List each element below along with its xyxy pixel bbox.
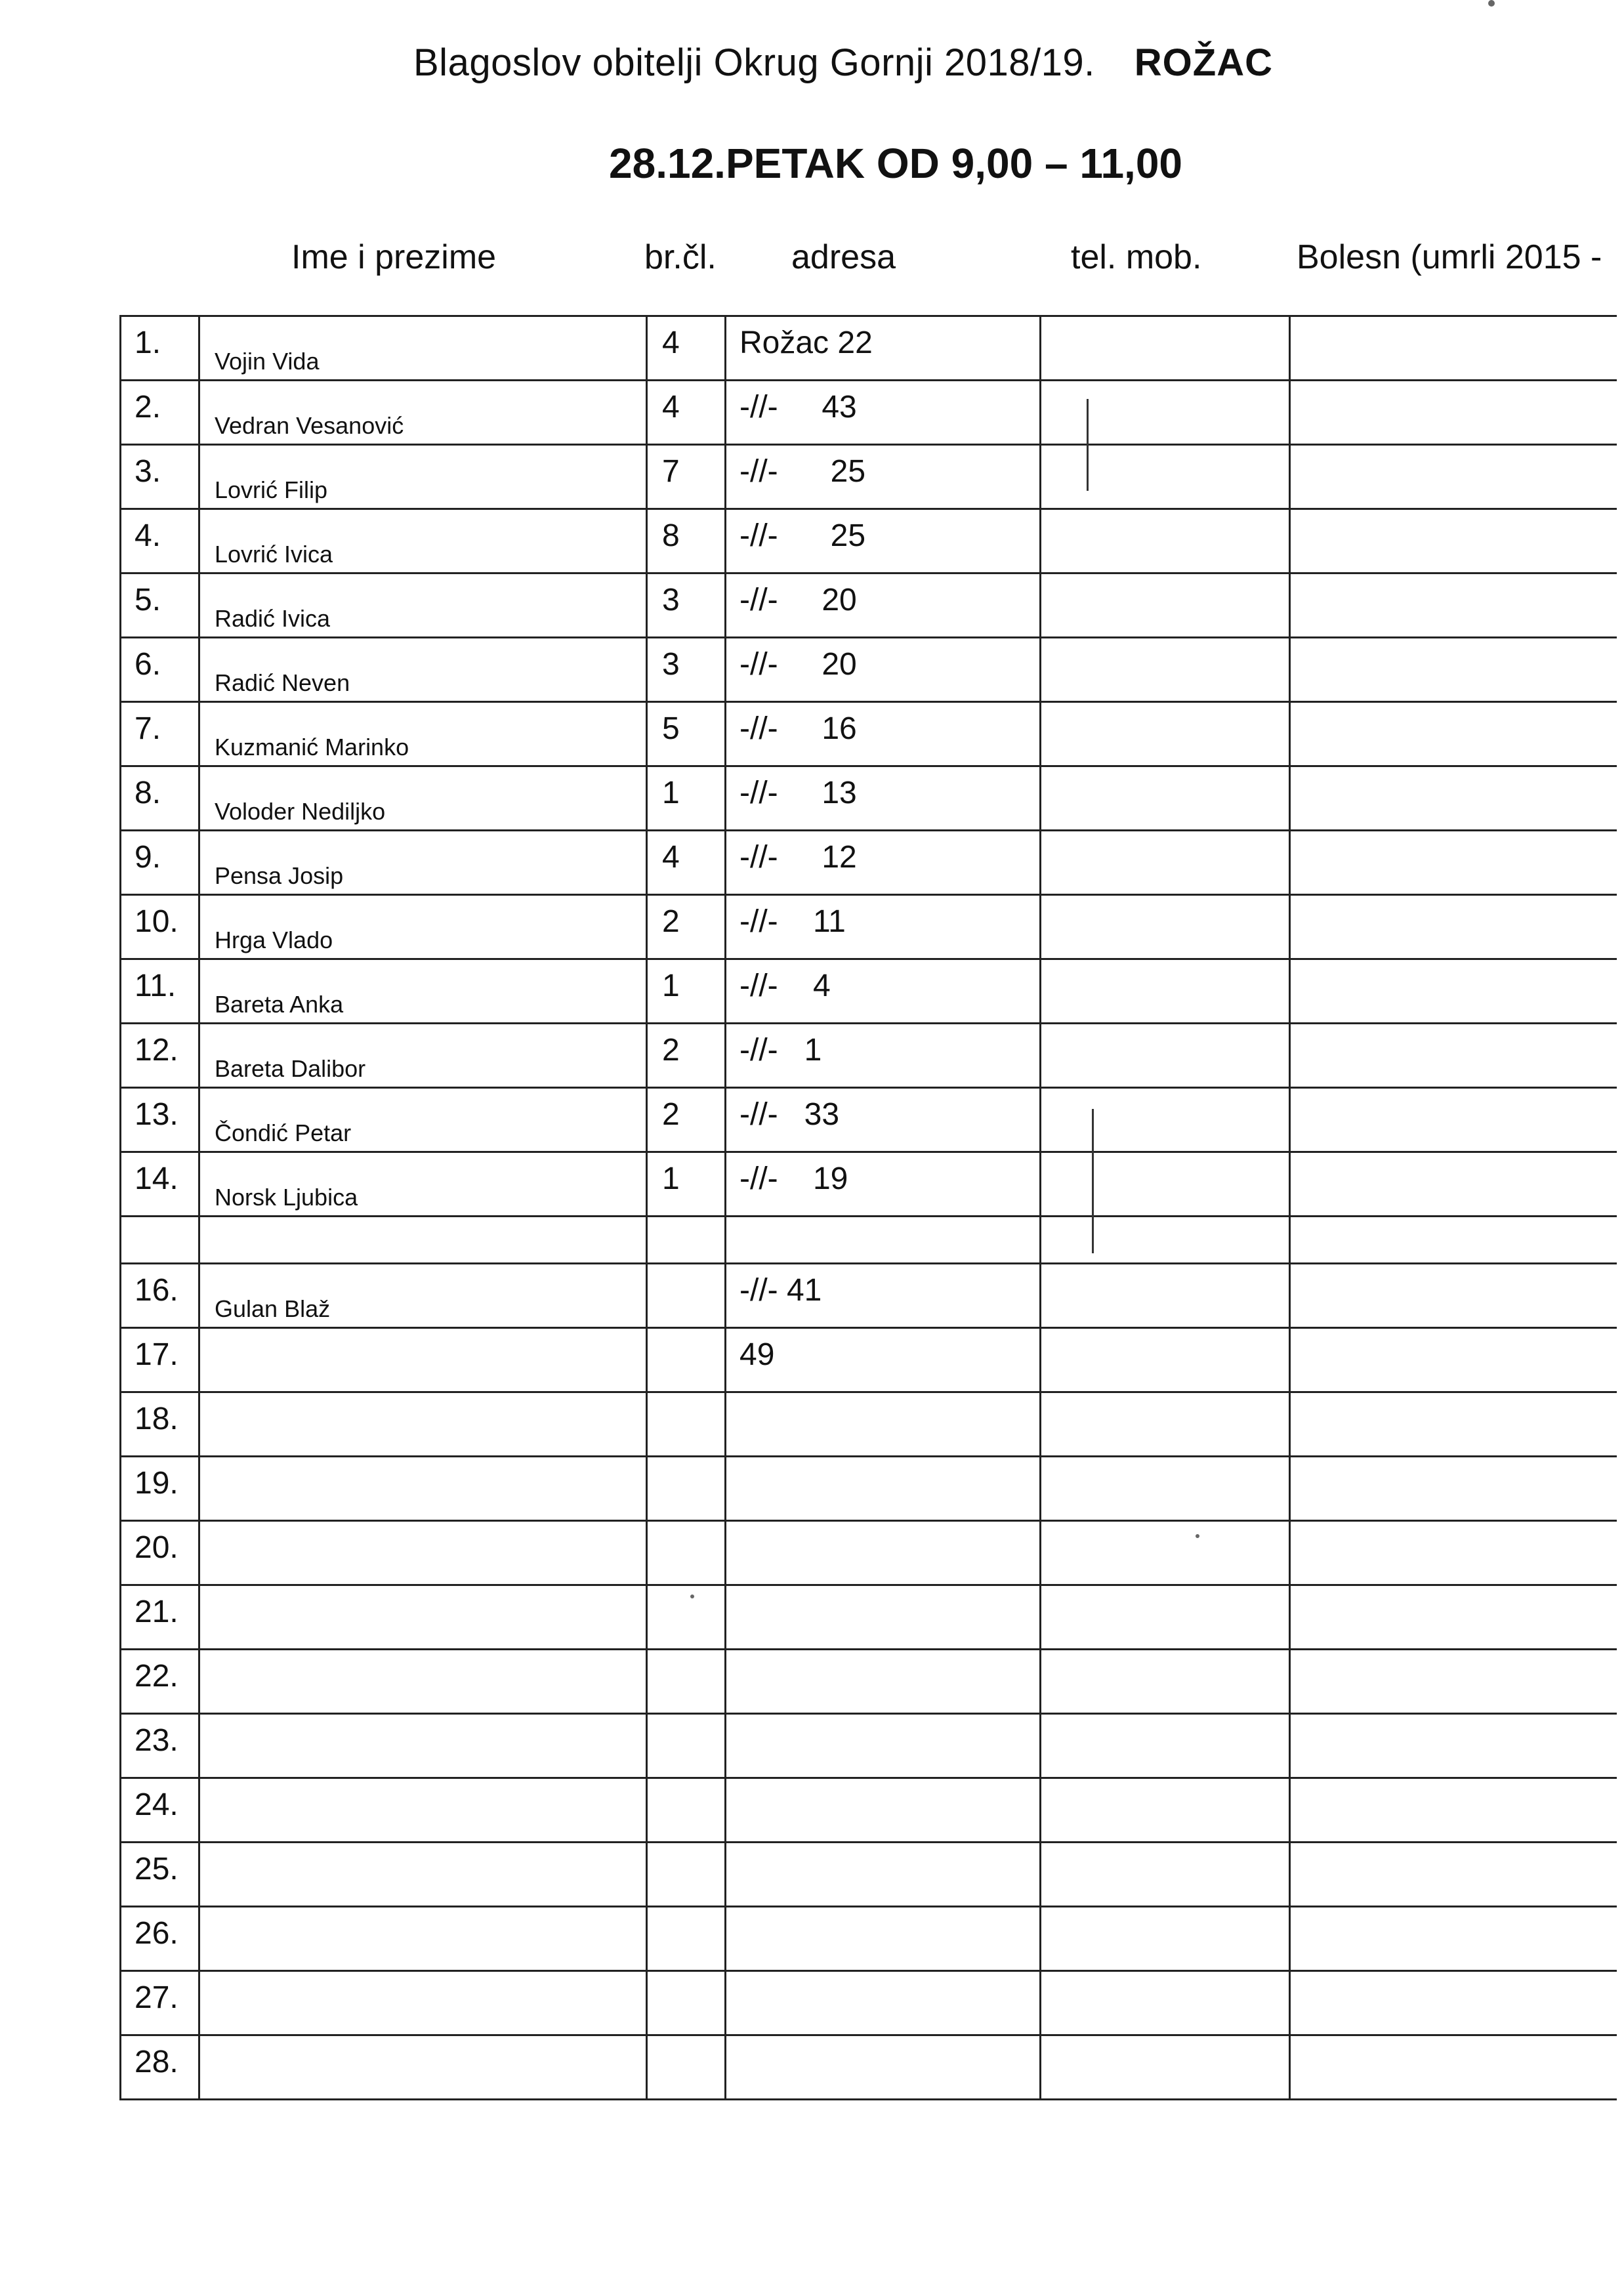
cell-address: [726, 1152, 1041, 1217]
cell-name: [199, 381, 647, 445]
table-row: [121, 959, 1617, 1024]
column-header-name: Ime i prezime: [291, 238, 497, 276]
table-row: [121, 1088, 1617, 1152]
address-text: Rožac 22: [739, 325, 873, 360]
address-text: -//- 41: [739, 1273, 822, 1308]
table-row: [121, 1843, 1617, 1907]
cell-sick: [1290, 1088, 1617, 1152]
location-title: ROŽAC: [1134, 41, 1273, 84]
table-row: [121, 1024, 1617, 1088]
cell-address: [726, 381, 1041, 445]
cell-phone: [1041, 1714, 1290, 1778]
row-number: 27.: [135, 1980, 178, 2015]
row-number: 17.: [135, 1337, 178, 1372]
column-header-phone: tel. mob.: [1071, 238, 1202, 276]
cell-sick: [1290, 1585, 1617, 1650]
address-text: -//- 11: [739, 904, 846, 939]
cell-phone: [1041, 1971, 1290, 2035]
cell-address: [726, 573, 1041, 638]
cell-members: [647, 1088, 726, 1152]
row-number: 16.: [135, 1273, 178, 1308]
cell-address: [726, 2035, 1041, 2100]
cell-phone: [1041, 1907, 1290, 1971]
cell-phone: [1041, 1088, 1290, 1152]
cell-sick: [1290, 1217, 1617, 1264]
member-count: 4: [662, 390, 680, 425]
address-text: -//- 20: [739, 583, 857, 617]
member-count: 5: [662, 711, 680, 746]
row-number: 12.: [135, 1033, 178, 1068]
cell-phone: [1041, 445, 1290, 509]
cell-members: [647, 316, 726, 381]
cell-members: [647, 1907, 726, 1971]
cell-phone: [1041, 2035, 1290, 2100]
row-number: 20.: [135, 1530, 178, 1565]
address-text: -//- 20: [739, 647, 857, 682]
cell-number: [121, 1714, 199, 1778]
table-row: [121, 1217, 1617, 1264]
cell-address: [726, 1714, 1041, 1778]
household-name: Hrga Vlado: [215, 927, 333, 953]
cell-name: [199, 1457, 647, 1521]
cell-number: [121, 1521, 199, 1585]
member-count: 1: [662, 1161, 680, 1196]
member-count: 2: [662, 1033, 680, 1068]
cell-phone: [1041, 573, 1290, 638]
cell-members: [647, 1217, 726, 1264]
address-text: -//- 33: [739, 1097, 840, 1132]
cell-members: [647, 702, 726, 766]
cell-phone: [1041, 1264, 1290, 1328]
cell-sick: [1290, 702, 1617, 766]
cell-address: [726, 1843, 1041, 1907]
table-row: [121, 895, 1617, 959]
table-row: [121, 573, 1617, 638]
cell-name: [199, 2035, 647, 2100]
cell-name: [199, 895, 647, 959]
cell-name: [199, 1971, 647, 2035]
table-row: [121, 316, 1617, 381]
table-row: [121, 1152, 1617, 1217]
cell-sick: [1290, 1024, 1617, 1088]
cell-address: [726, 1778, 1041, 1843]
cell-number: [121, 702, 199, 766]
cell-phone: [1041, 959, 1290, 1024]
cell-address: [726, 1392, 1041, 1457]
row-number: 26.: [135, 1916, 178, 1951]
cell-sick: [1290, 1392, 1617, 1457]
table-row: [121, 766, 1617, 831]
cell-address: [726, 831, 1041, 895]
cell-name: [199, 573, 647, 638]
cell-number: [121, 445, 199, 509]
cell-address: [726, 1457, 1041, 1521]
cell-members: [647, 1264, 726, 1328]
pen-mark: [1087, 399, 1089, 491]
scan-speck: [1196, 1534, 1199, 1538]
cell-address: [726, 316, 1041, 381]
cell-phone: [1041, 1217, 1290, 1264]
cell-name: [199, 1778, 647, 1843]
cell-members: [647, 1650, 726, 1714]
cell-sick: [1290, 1521, 1617, 1585]
pen-mark: [1092, 1109, 1094, 1253]
cell-name: [199, 1521, 647, 1585]
row-number: 10.: [135, 904, 178, 939]
household-table: [119, 315, 1617, 2100]
member-count: 3: [662, 647, 680, 682]
cell-name: [199, 445, 647, 509]
address-text: -//- 25: [739, 518, 866, 553]
cell-phone: [1041, 1457, 1290, 1521]
table-row: [121, 1585, 1617, 1650]
cell-number: [121, 1778, 199, 1843]
cell-name: [199, 702, 647, 766]
cell-phone: [1041, 766, 1290, 831]
cell-address: [726, 895, 1041, 959]
cell-number: [121, 316, 199, 381]
table-row: [121, 1778, 1617, 1843]
cell-phone: [1041, 638, 1290, 702]
member-count: 4: [662, 325, 680, 360]
cell-sick: [1290, 959, 1617, 1024]
cell-sick: [1290, 509, 1617, 573]
cell-number: [121, 1907, 199, 1971]
cell-members: [647, 1971, 726, 2035]
column-header-members: br.čl.: [644, 238, 717, 276]
table-row: [121, 1328, 1617, 1392]
cell-address: [726, 766, 1041, 831]
member-count: 1: [662, 969, 680, 1003]
cell-members: [647, 1585, 726, 1650]
scan-speck: [1488, 0, 1495, 7]
cell-phone: [1041, 509, 1290, 573]
cell-name: [199, 1328, 647, 1392]
cell-number: [121, 1152, 199, 1217]
member-count: 2: [662, 904, 680, 939]
household-name: Lovrić Ivica: [215, 541, 333, 568]
cell-members: [647, 381, 726, 445]
cell-name: [199, 1907, 647, 1971]
cell-name: [199, 638, 647, 702]
address-text: -//- 4: [739, 969, 831, 1003]
cell-members: [647, 638, 726, 702]
cell-sick: [1290, 1843, 1617, 1907]
cell-phone: [1041, 1585, 1290, 1650]
table-row: [121, 381, 1617, 445]
cell-members: [647, 766, 726, 831]
cell-number: [121, 2035, 199, 2100]
row-number: 3.: [135, 454, 161, 489]
household-name: Bareta Dalibor: [215, 1055, 366, 1082]
cell-phone: [1041, 895, 1290, 959]
cell-members: [647, 1714, 726, 1778]
row-number: 5.: [135, 583, 161, 617]
cell-address: [726, 1907, 1041, 1971]
scan-speck: [690, 1594, 694, 1598]
household-name: Voloder Nediljko: [215, 798, 386, 825]
row-number: 8.: [135, 776, 161, 810]
household-name: Kuzmanić Marinko: [215, 734, 409, 761]
cell-sick: [1290, 1907, 1617, 1971]
cell-address: [726, 509, 1041, 573]
member-count: 3: [662, 583, 680, 617]
cell-name: [199, 1024, 647, 1088]
cell-number: [121, 1024, 199, 1088]
cell-address: [726, 1217, 1041, 1264]
cell-members: [647, 1778, 726, 1843]
household-name: Radić Neven: [215, 669, 350, 696]
cell-address: [726, 1650, 1041, 1714]
cell-number: [121, 509, 199, 573]
cell-number: [121, 1650, 199, 1714]
table-row: [121, 638, 1617, 702]
row-number: 13.: [135, 1097, 178, 1132]
cell-address: [726, 1328, 1041, 1392]
row-number: 7.: [135, 711, 161, 746]
cell-name: [199, 1650, 647, 1714]
cell-sick: [1290, 573, 1617, 638]
cell-number: [121, 1585, 199, 1650]
table-row: [121, 1457, 1617, 1521]
cell-name: [199, 1392, 647, 1457]
row-number: 4.: [135, 518, 161, 553]
cell-phone: [1041, 1392, 1290, 1457]
member-count: 2: [662, 1097, 680, 1132]
address-text: -//- 19: [739, 1161, 848, 1196]
cell-name: [199, 1585, 647, 1650]
cell-number: [121, 638, 199, 702]
table-row: [121, 1714, 1617, 1778]
cell-phone: [1041, 1843, 1290, 1907]
table-row: [121, 1650, 1617, 1714]
cell-sick: [1290, 1650, 1617, 1714]
cell-phone: [1041, 1152, 1290, 1217]
cell-name: [199, 766, 647, 831]
cell-members: [647, 1521, 726, 1585]
member-count: 7: [662, 454, 680, 489]
cell-address: [726, 1088, 1041, 1152]
table-row: [121, 1971, 1617, 2035]
member-count: 4: [662, 840, 680, 875]
cell-sick: [1290, 381, 1617, 445]
cell-sick: [1290, 445, 1617, 509]
cell-number: [121, 1971, 199, 2035]
cell-phone: [1041, 381, 1290, 445]
row-number: 24.: [135, 1787, 178, 1822]
row-number: 14.: [135, 1161, 178, 1196]
address-text: -//- 1: [739, 1033, 822, 1068]
cell-number: [121, 959, 199, 1024]
member-count: 1: [662, 776, 680, 810]
cell-name: [199, 1714, 647, 1778]
cell-address: [726, 1521, 1041, 1585]
cell-name: [199, 1152, 647, 1217]
address-text: -//- 12: [739, 840, 857, 875]
cell-name: [199, 1843, 647, 1907]
table-row: [121, 445, 1617, 509]
row-number: 19.: [135, 1466, 178, 1501]
column-header-address: adresa: [791, 238, 896, 276]
cell-number: [121, 381, 199, 445]
cell-members: [647, 959, 726, 1024]
cell-sick: [1290, 1457, 1617, 1521]
cell-address: [726, 702, 1041, 766]
document-title: [413, 41, 1273, 85]
cell-sick: [1290, 1328, 1617, 1392]
address-text: 49: [739, 1337, 775, 1372]
cell-number: [121, 895, 199, 959]
address-text: -//- 16: [739, 711, 857, 746]
cell-phone: [1041, 1328, 1290, 1392]
cell-sick: [1290, 1778, 1617, 1843]
household-name: Vojin Vida: [215, 348, 320, 375]
row-number: 9.: [135, 840, 161, 875]
cell-address: [726, 959, 1041, 1024]
cell-members: [647, 2035, 726, 2100]
address-text: -//- 25: [739, 454, 866, 489]
cell-phone: [1041, 1521, 1290, 1585]
table-row: [121, 831, 1617, 895]
household-name: Pensa Josip: [215, 862, 344, 889]
household-name: Bareta Anka: [215, 991, 344, 1018]
cell-sick: [1290, 895, 1617, 959]
cell-sick: [1290, 2035, 1617, 2100]
household-name: Lovrić Filip: [215, 476, 328, 503]
cell-sick: [1290, 638, 1617, 702]
cell-phone: [1041, 1778, 1290, 1843]
cell-phone: [1041, 831, 1290, 895]
row-number: 22.: [135, 1659, 178, 1694]
table-row: [121, 1392, 1617, 1457]
row-number: 28.: [135, 2045, 178, 2079]
row-number: 23.: [135, 1723, 178, 1758]
row-number: 21.: [135, 1594, 178, 1629]
cell-phone: [1041, 1024, 1290, 1088]
title-text: Blagoslov obitelji Okrug Gornji 2018/19.: [413, 41, 1095, 84]
cell-members: [647, 1328, 726, 1392]
cell-number: [121, 1843, 199, 1907]
household-name: Norsk Ljubica: [215, 1184, 358, 1211]
cell-address: [726, 1585, 1041, 1650]
table-row: [121, 1264, 1617, 1328]
cell-members: [647, 1152, 726, 1217]
address-text: -//- 13: [739, 776, 857, 810]
cell-members: [647, 895, 726, 959]
cell-number: [121, 766, 199, 831]
cell-name: [199, 1088, 647, 1152]
cell-sick: [1290, 1264, 1617, 1328]
cell-sick: [1290, 1714, 1617, 1778]
row-number: 2.: [135, 390, 161, 425]
cell-name: [199, 959, 647, 1024]
cell-sick: [1290, 1152, 1617, 1217]
cell-name: [199, 316, 647, 381]
cell-members: [647, 509, 726, 573]
cell-number: [121, 1088, 199, 1152]
cell-number: [121, 1264, 199, 1328]
household-name: Vedran Vesanović: [215, 412, 404, 439]
household-name: Gulan Blaž: [215, 1295, 331, 1322]
table-row: [121, 509, 1617, 573]
table-row: [121, 702, 1617, 766]
cell-number: [121, 1392, 199, 1457]
cell-number: [121, 1457, 199, 1521]
table-row: [121, 1907, 1617, 1971]
cell-number: [121, 1328, 199, 1392]
cell-address: [726, 1971, 1041, 2035]
member-count: 8: [662, 518, 680, 553]
cell-number: [121, 573, 199, 638]
row-number: 6.: [135, 647, 161, 682]
cell-address: [726, 1264, 1041, 1328]
cell-sick: [1290, 1971, 1617, 2035]
cell-members: [647, 1457, 726, 1521]
cell-phone: [1041, 702, 1290, 766]
cell-members: [647, 1843, 726, 1907]
column-header-sick: Bolesn (umrli 2015 -: [1297, 238, 1602, 276]
schedule-subtitle: 28.12.PETAK OD 9,00 – 11,00: [609, 140, 1182, 187]
cell-name: [199, 831, 647, 895]
cell-members: [647, 445, 726, 509]
table-row: [121, 1521, 1617, 1585]
household-name: Čondić Petar: [215, 1119, 352, 1146]
cell-number: [121, 1217, 199, 1264]
cell-sick: [1290, 316, 1617, 381]
cell-address: [726, 445, 1041, 509]
cell-sick: [1290, 766, 1617, 831]
cell-phone: [1041, 316, 1290, 381]
table-row: [121, 2035, 1617, 2100]
cell-members: [647, 1392, 726, 1457]
cell-members: [647, 831, 726, 895]
row-number: 1.: [135, 325, 161, 360]
household-name: Radić Ivica: [215, 605, 331, 632]
row-number: 25.: [135, 1852, 178, 1886]
address-text: -//- 43: [739, 390, 857, 425]
cell-name: [199, 1217, 647, 1264]
cell-members: [647, 1024, 726, 1088]
cell-address: [726, 1024, 1041, 1088]
cell-members: [647, 573, 726, 638]
cell-number: [121, 831, 199, 895]
row-number: 11.: [135, 969, 177, 1003]
cell-address: [726, 638, 1041, 702]
cell-name: [199, 509, 647, 573]
row-number: 18.: [135, 1402, 178, 1436]
cell-sick: [1290, 831, 1617, 895]
cell-name: [199, 1264, 647, 1328]
cell-phone: [1041, 1650, 1290, 1714]
